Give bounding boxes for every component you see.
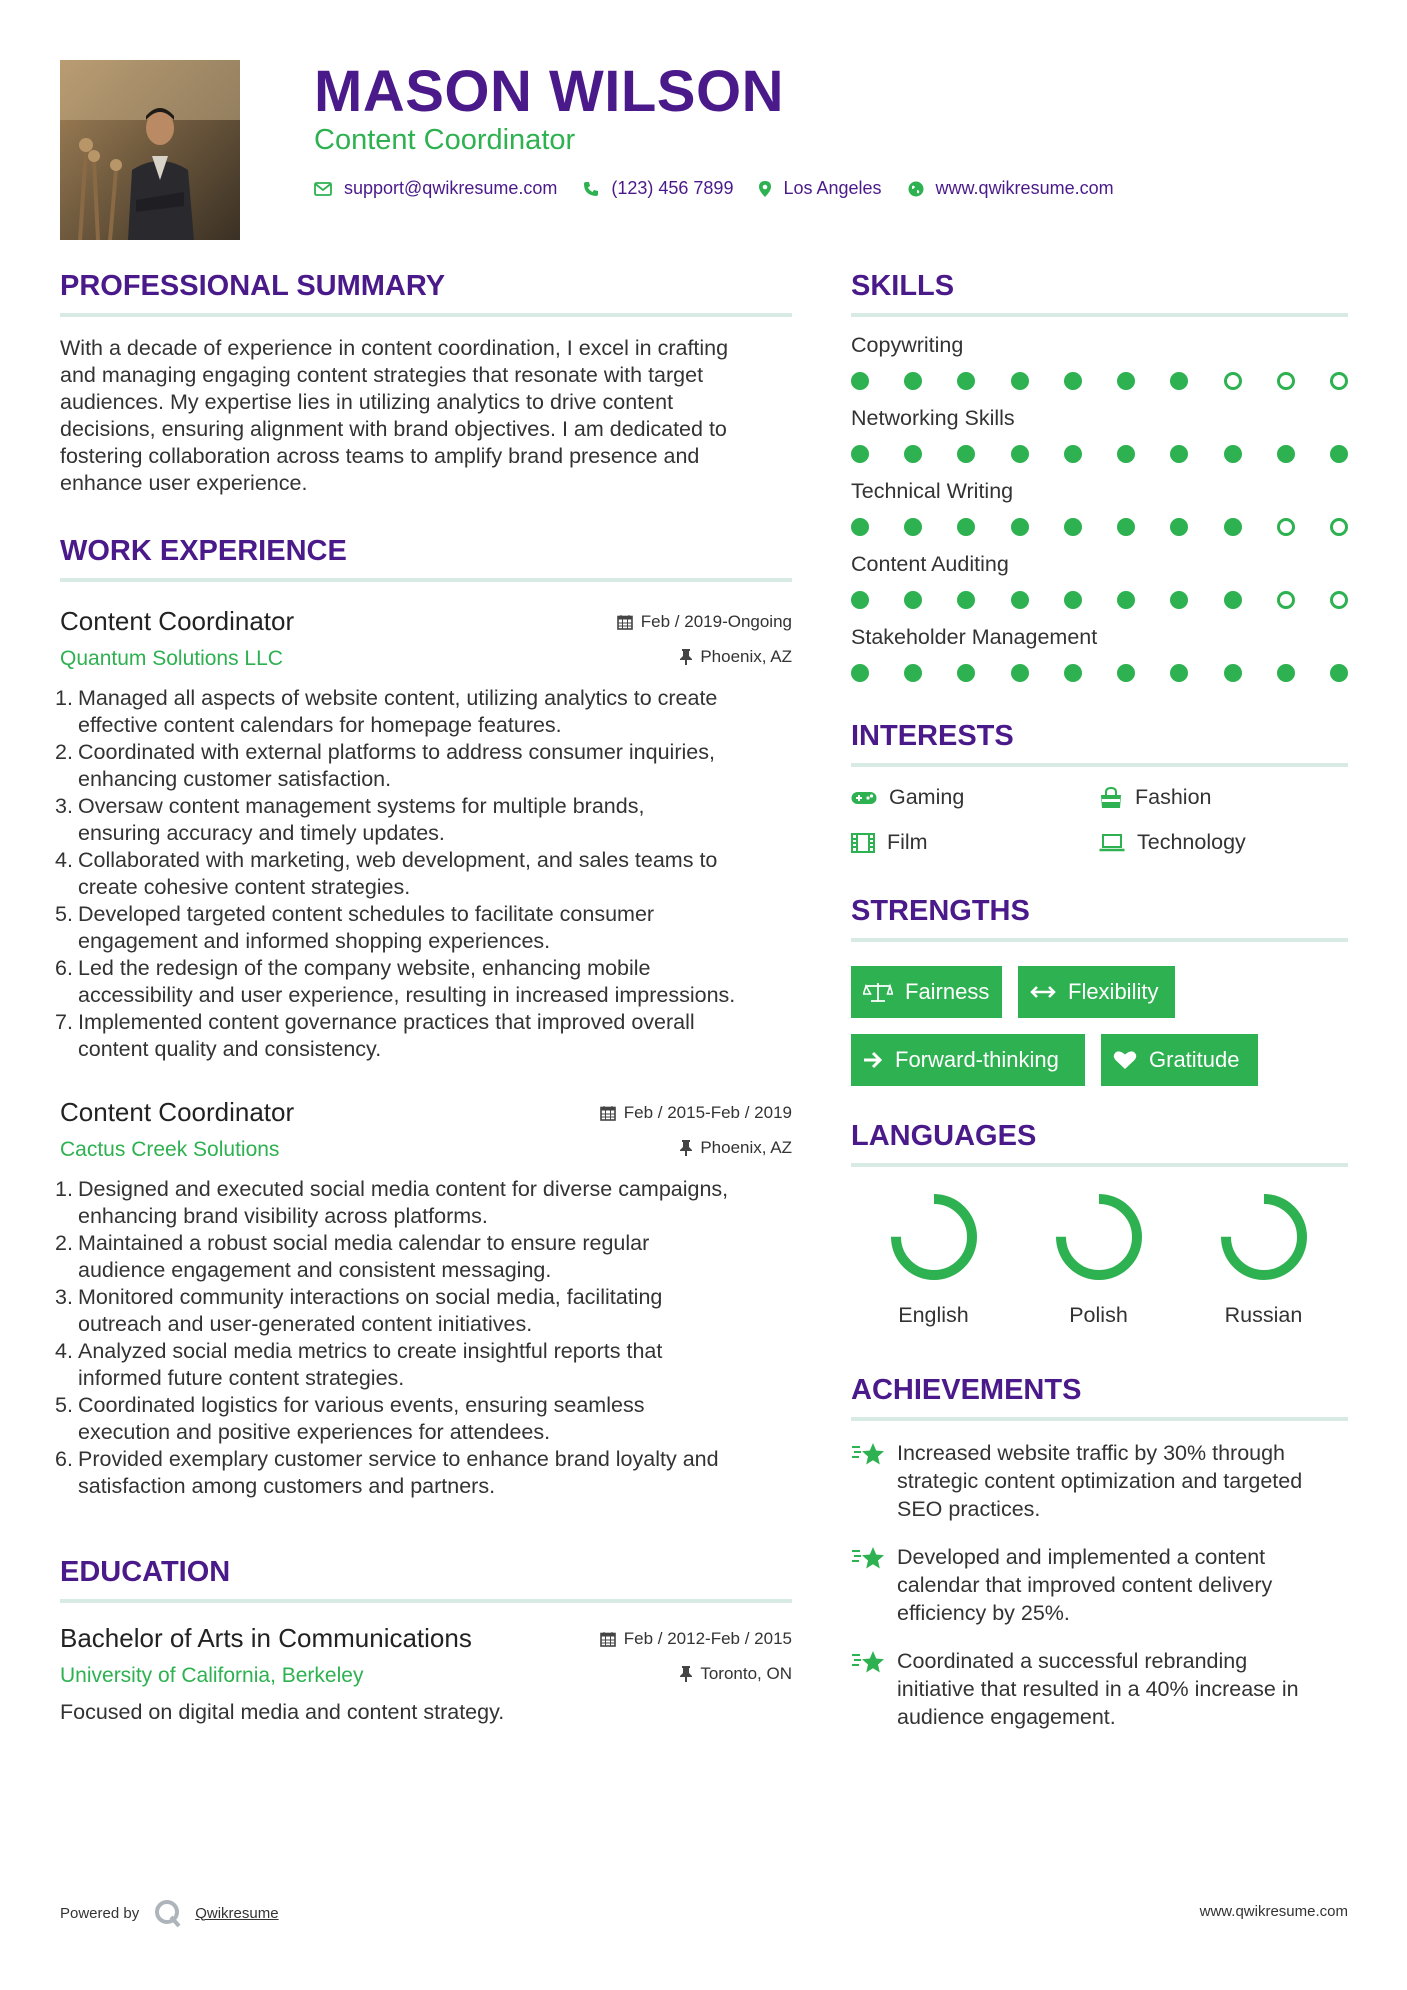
rating-dot-empty <box>1330 518 1348 536</box>
location-text: Los Angeles <box>783 178 882 198</box>
qwikresume-logo-icon <box>153 1898 183 1928</box>
rating-dot-filled <box>1330 445 1348 463</box>
film-icon <box>851 833 875 853</box>
education-entry <box>60 1623 792 1725</box>
rating-dot-filled <box>851 445 869 463</box>
rating-dot-filled <box>1011 591 1029 609</box>
rating-dot-filled <box>851 591 869 609</box>
job-location <box>680 1138 792 1158</box>
strength-tag: Flexibility <box>1018 966 1175 1018</box>
rating-dot-filled <box>1064 445 1082 463</box>
skill-rating <box>851 445 1348 463</box>
skill-item <box>851 333 1348 390</box>
job-location <box>680 647 792 667</box>
interest-item: Fashion <box>1099 785 1348 810</box>
list-item: 6. Led the redesign of the company website, enhancing mobile accessibility and user experience, resulting in increased impressions. <box>55 956 736 1007</box>
interests-heading: INTERESTS <box>851 720 1348 767</box>
job-location-text: Phoenix, AZ <box>700 647 792 666</box>
rating-dot-filled <box>1117 591 1135 609</box>
powered-by-label: Powered by <box>60 1904 140 1922</box>
summary-line: decisions, ensuring alignment with brand objectives. I am dedicated to <box>60 417 727 441</box>
pushpin-icon <box>680 1666 692 1682</box>
skill-rating <box>851 591 1348 609</box>
rating-dot-filled <box>904 518 922 536</box>
rating-dot-filled <box>1277 664 1295 682</box>
job-bullets <box>55 685 792 1063</box>
school-name: University of California, Berkeley <box>60 1664 364 1687</box>
rating-dot-filled <box>1224 591 1242 609</box>
language-name: English <box>898 1303 969 1327</box>
skill-item <box>851 552 1348 609</box>
degree-title: Bachelor of Arts in Communications <box>60 1623 472 1653</box>
rating-dot-filled <box>957 664 975 682</box>
candidate-title: Content Coordinator <box>314 124 576 156</box>
rating-dot-empty <box>1277 591 1295 609</box>
skills-list <box>851 333 1348 682</box>
strength-tag: Forward-thinking <box>851 1034 1085 1086</box>
strengths-heading: STRENGTHS <box>851 895 1348 942</box>
strengths-list <box>851 966 1348 1086</box>
rating-dot-filled <box>957 445 975 463</box>
language-proficiency-ring <box>1051 1189 1147 1285</box>
list-item: 2. Coordinated with external platforms to address consumer inquiries, enhancing customer satisfaction. <box>55 740 715 791</box>
footer-powered <box>60 1898 279 1928</box>
phone-icon <box>583 181 599 197</box>
experience-heading: WORK EXPERIENCE <box>60 535 792 582</box>
left-column <box>55 270 792 1725</box>
pushpin-icon <box>680 1140 692 1156</box>
interests-list <box>851 785 1348 855</box>
portrait-image <box>60 60 240 240</box>
summary-line: fostering collaboration across teams to amplify brand presence and <box>60 444 700 468</box>
education-date <box>600 1629 792 1649</box>
rating-dot-filled <box>851 372 869 390</box>
gamepad-icon <box>851 790 877 806</box>
list-item: 3. Monitored community interactions on social media, facilitating outreach and user-generated content initiatives. <box>55 1285 663 1336</box>
list-item: 6. Provided exemplary customer service to enhance brand loyalty and satisfaction among customers and partners. <box>55 1447 719 1498</box>
job-title: Content Coordinator <box>60 606 295 636</box>
map-marker-icon <box>759 181 771 197</box>
footer-website[interactable]: www.qwikresume.com <box>1199 1903 1348 1920</box>
interest-item: Gaming <box>851 785 1099 810</box>
star-badge-icon <box>851 1545 885 1571</box>
rating-dot-filled <box>851 664 869 682</box>
skill-name: Copywriting <box>851 333 964 357</box>
contact-bar <box>314 178 1140 199</box>
skill-name: Technical Writing <box>851 479 1014 503</box>
interest-item: Film <box>851 830 1099 855</box>
rating-dot-filled <box>1170 518 1188 536</box>
rating-dot-filled <box>1224 664 1242 682</box>
summary-line: audiences. My expertise lies in utilizing analytics to drive content <box>60 390 674 414</box>
rating-dot-filled <box>1170 372 1188 390</box>
list-item: 1. Managed all aspects of website content, utilizing analytics to create effective content calendars for homepage features. <box>55 686 718 737</box>
rating-dot-filled <box>1117 372 1135 390</box>
languages-heading: LANGUAGES <box>851 1120 1348 1167</box>
star-badge-icon <box>851 1649 885 1675</box>
job-bullets <box>55 1176 792 1500</box>
rating-dot-filled <box>1011 664 1029 682</box>
rating-dot-filled <box>1117 445 1135 463</box>
education-location <box>680 1664 792 1684</box>
language-name: Russian <box>1224 1303 1303 1327</box>
language-ring-arc <box>896 1199 972 1275</box>
shopping-bag-icon <box>1099 787 1123 809</box>
rating-dot-filled <box>904 664 922 682</box>
rating-dot-filled <box>1170 664 1188 682</box>
languages-list <box>851 1189 1348 1328</box>
rating-dot-filled <box>1011 372 1029 390</box>
arrow-right-icon <box>863 1051 883 1069</box>
rating-dot-empty <box>1330 372 1348 390</box>
phone-text: (123) 456 7899 <box>611 178 734 198</box>
rating-dot-filled <box>1011 445 1029 463</box>
list-item: 5. Developed targeted content schedules to facilitate consumer engagement and informed shopping experiences. <box>55 902 655 953</box>
rating-dot-filled <box>1064 372 1082 390</box>
skill-item <box>851 479 1348 536</box>
job-location-text: Phoenix, AZ <box>700 1138 792 1157</box>
pushpin-icon <box>680 649 692 665</box>
interest-item: Technology <box>1099 830 1348 855</box>
brand-link[interactable]: Qwikresume <box>195 1904 279 1922</box>
rating-dot-filled <box>1277 445 1295 463</box>
rating-dot-filled <box>1170 591 1188 609</box>
list-item: 4. Analyzed social media metrics to create insightful reports that informed future content strategies. <box>55 1339 663 1390</box>
summary-heading: PROFESSIONAL SUMMARY <box>60 270 792 317</box>
arrows-horizontal-icon <box>1030 985 1056 999</box>
education-location-text: Toronto, ON <box>700 1664 792 1683</box>
rating-dot-filled <box>851 518 869 536</box>
laptop-icon <box>1099 834 1125 852</box>
skill-name: Stakeholder Management <box>851 625 1098 649</box>
calendar-icon <box>600 1105 616 1121</box>
job-date-text: Feb / 2015-Feb / 2019 <box>623 1103 792 1122</box>
rating-dot-filled <box>1011 518 1029 536</box>
job-date <box>600 1103 792 1123</box>
language-ring-arc <box>1226 1199 1302 1275</box>
list-item: 1. Designed and executed social media content for diverse campaigns, enhancing brand visibility across platforms. <box>55 1177 729 1228</box>
summary-line: enhance user experience. <box>60 471 308 495</box>
rating-dot-filled <box>1064 664 1082 682</box>
contact-phone[interactable] <box>583 178 733 199</box>
rating-dot-empty <box>1330 591 1348 609</box>
achievement-item: Increased website traffic by 30% through strategic content optimization and targeted SEO practices. <box>851 1439 1348 1523</box>
balance-scale-icon <box>863 981 893 1003</box>
list-item: 5. Coordinated logistics for various events, ensuring seamless execution and positive experiences for attendees. <box>55 1393 645 1444</box>
skills-heading: SKILLS <box>851 270 1348 317</box>
skill-item <box>851 625 1348 682</box>
skill-name: Networking Skills <box>851 406 1015 430</box>
rating-dot-filled <box>1064 591 1082 609</box>
achievement-item: Developed and implemented a content calendar that improved content delivery efficiency by 25%. <box>851 1543 1348 1627</box>
rating-dot-filled <box>904 372 922 390</box>
website-text: www.qwikresume.com <box>935 178 1114 198</box>
language-name: Polish <box>1069 1303 1128 1327</box>
rating-dot-filled <box>957 591 975 609</box>
list-item: 7. Implemented content governance practices that improved overall content quality and consistency. <box>55 1010 695 1061</box>
summary-text <box>60 335 792 497</box>
rating-dot-filled <box>1224 518 1242 536</box>
envelope-icon <box>314 182 332 196</box>
rating-dot-filled <box>1330 664 1348 682</box>
language-item <box>1181 1189 1346 1328</box>
rating-dot-empty <box>1277 518 1295 536</box>
language-proficiency-ring <box>886 1189 982 1285</box>
calendar-icon <box>617 614 633 630</box>
education-date-text: Feb / 2012-Feb / 2015 <box>623 1629 792 1648</box>
summary-line: and managing engaging content strategies that resonate with target <box>60 363 704 387</box>
achievement-item: Coordinated a successful rebranding initiative that resulted in a 40% increase in audience engagement. <box>851 1647 1348 1731</box>
strength-tag: Gratitude <box>1101 1034 1258 1086</box>
education-description: Focused on digital media and content strategy. <box>60 1700 505 1724</box>
job-entry <box>55 1097 792 1500</box>
rating-dot-filled <box>904 445 922 463</box>
rating-dot-filled <box>1224 445 1242 463</box>
rating-dot-filled <box>1117 518 1135 536</box>
profile-photo <box>60 60 240 240</box>
job-date <box>617 612 792 632</box>
contact-website[interactable] <box>908 178 1114 199</box>
company-name: Cactus Creek Solutions <box>60 1138 280 1161</box>
job-entry <box>55 606 792 1063</box>
language-ring-arc <box>1061 1199 1137 1275</box>
calendar-icon <box>600 1631 616 1647</box>
email-text: support@qwikresume.com <box>344 178 558 198</box>
skill-rating <box>851 664 1348 682</box>
list-item: 3. Oversaw content management systems for multiple brands, ensuring accuracy and timely updates. <box>55 794 645 845</box>
strength-tag: Fairness <box>851 966 1002 1018</box>
heart-icon <box>1113 1050 1137 1070</box>
company-name: Quantum Solutions LLC <box>60 647 283 670</box>
rating-dot-filled <box>904 591 922 609</box>
education-heading: EDUCATION <box>60 1556 792 1603</box>
contact-location <box>759 178 881 199</box>
rating-dot-filled <box>957 372 975 390</box>
right-column <box>851 270 1348 1731</box>
rating-dot-empty <box>1277 372 1295 390</box>
candidate-name: MASON WILSON <box>314 59 784 124</box>
rating-dot-filled <box>957 518 975 536</box>
achievements-list <box>851 1439 1348 1731</box>
rating-dot-filled <box>1170 445 1188 463</box>
skill-rating <box>851 518 1348 536</box>
job-date-text: Feb / 2019-Ongoing <box>640 612 792 631</box>
contact-email[interactable] <box>314 178 557 199</box>
skill-name: Content Auditing <box>851 552 1009 576</box>
list-item: 4. Collaborated with marketing, web development, and sales teams to create cohesive content strategies. <box>55 848 718 899</box>
rating-dot-filled <box>1117 664 1135 682</box>
job-title: Content Coordinator <box>60 1097 295 1127</box>
language-item <box>851 1189 1016 1328</box>
language-item <box>1016 1189 1181 1328</box>
globe-icon <box>908 181 924 197</box>
skill-item <box>851 406 1348 463</box>
rating-dot-empty <box>1224 372 1242 390</box>
rating-dot-filled <box>1064 518 1082 536</box>
skill-rating <box>851 372 1348 390</box>
summary-line: With a decade of experience in content coordination, I excel in crafting <box>60 336 729 360</box>
list-item: 2. Maintained a robust social media calendar to ensure regular audience engagement and consistent messaging. <box>55 1231 650 1282</box>
language-proficiency-ring <box>1216 1189 1312 1285</box>
star-badge-icon <box>851 1441 885 1467</box>
achievements-heading: ACHIEVEMENTS <box>851 1374 1348 1421</box>
